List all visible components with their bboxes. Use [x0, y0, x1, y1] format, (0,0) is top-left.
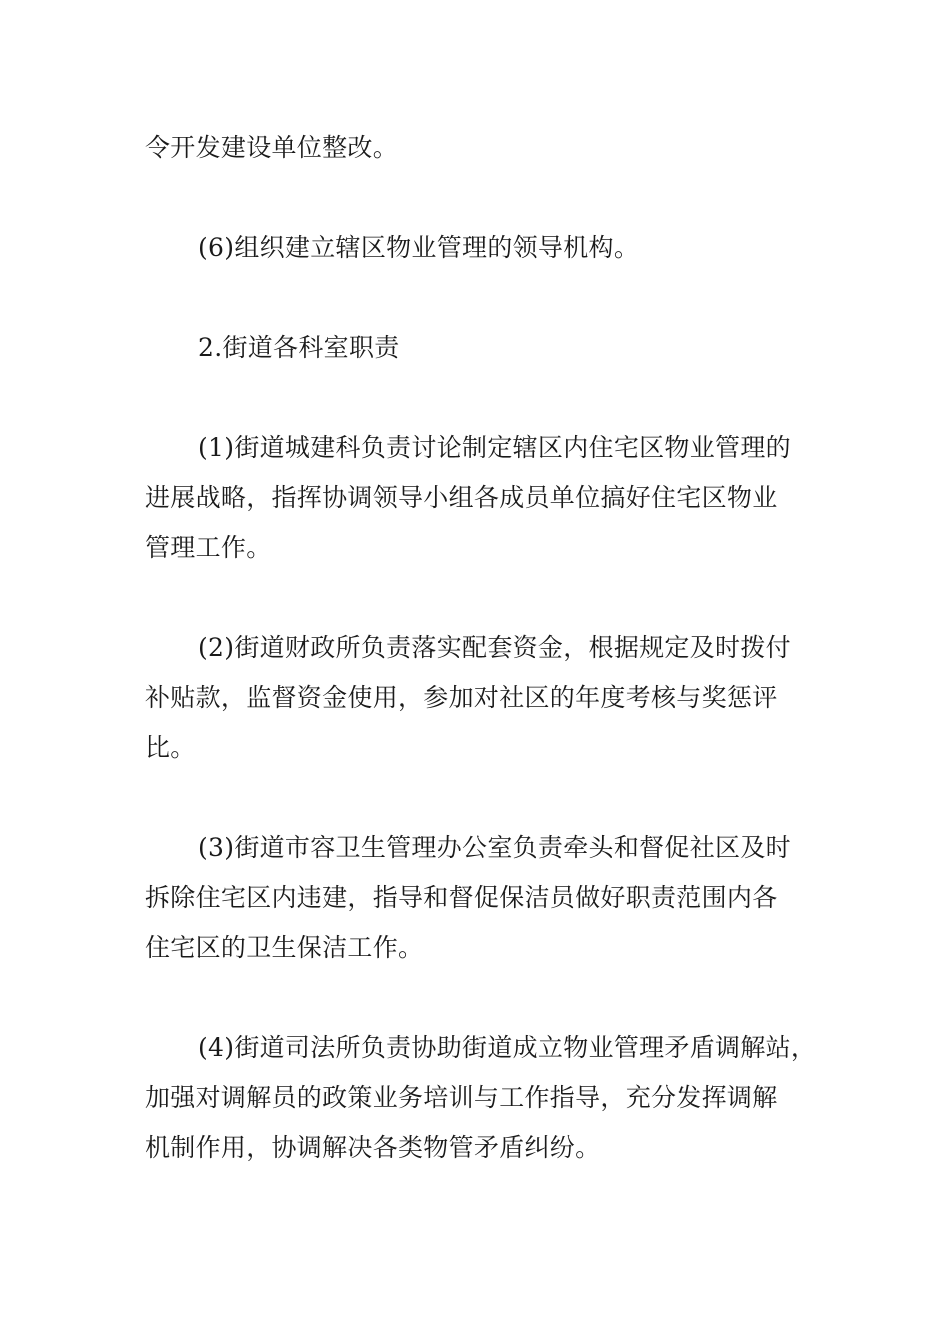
paragraph-3-line-2: 拆除住宅区内违建，指导和督促保洁员做好职责范围内各 — [145, 883, 778, 912]
paragraph-2-line-1: (2)街道财政所负责落实配套资金，根据规定及时拨付 — [198, 633, 791, 662]
paragraph-1-line-3: 管理工作。 — [145, 533, 272, 562]
paragraph-1-line-1: (1)街道城建科负责讨论制定辖区内住宅区物业管理的 — [198, 433, 791, 462]
paragraph-1-line-2: 进展战略，指挥协调领导小组各成员单位搞好住宅区物业 — [145, 483, 778, 512]
list-item-6: (6)组织建立辖区物业管理的领导机构。 — [198, 233, 640, 262]
paragraph-4-line-3: 机制作用，协调解决各类物管矛盾纠纷。 — [145, 1133, 601, 1162]
paragraph-2-line-3: 比。 — [145, 733, 196, 762]
paragraph-4-line-2: 加强对调解员的政策业务培训与工作指导，充分发挥调解 — [145, 1083, 778, 1112]
paragraph-4-line-1: (4)街道司法所负责协助街道成立物业管理矛盾调解站， — [198, 1033, 817, 1062]
paragraph-3-line-3: 住宅区的卫生保洁工作。 — [145, 933, 424, 962]
paragraph-2-line-2: 补贴款，监督资金使用，参加对社区的年度考核与奖惩评 — [145, 683, 778, 712]
text-line: 令开发建设单位整改。 — [145, 133, 399, 162]
section-heading: 2.街道各科室职责 — [198, 333, 400, 362]
paragraph-3-line-1: (3)街道市容卫生管理办公室负责牵头和督促社区及时 — [198, 833, 791, 862]
